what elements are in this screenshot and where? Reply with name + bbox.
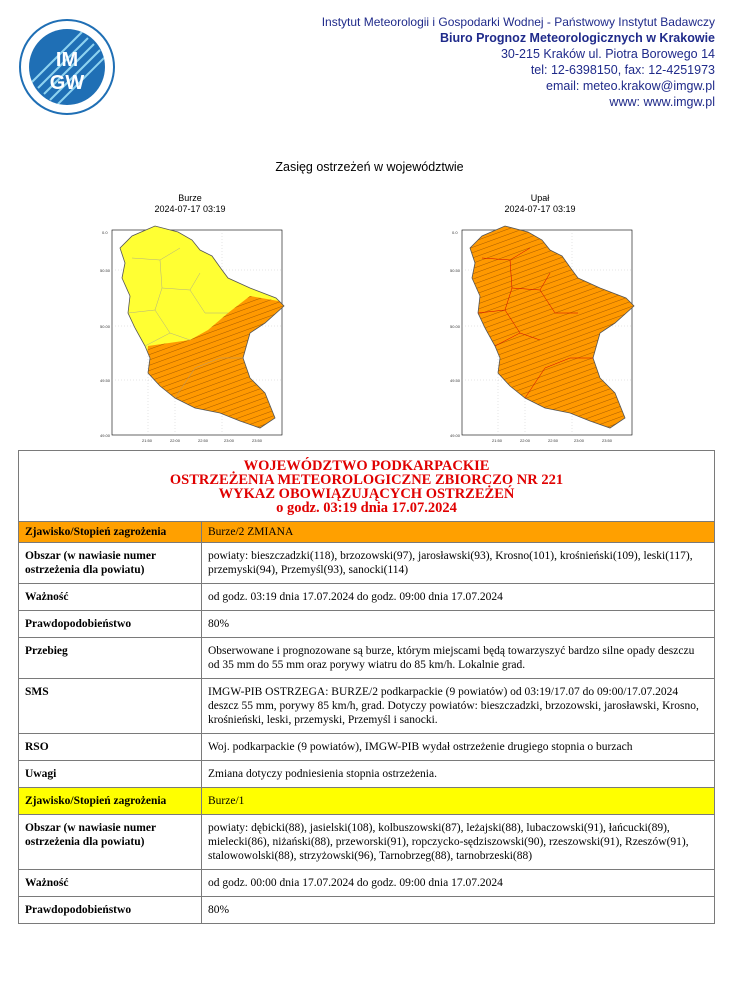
table-row <box>19 761 715 788</box>
x-tick: 23:50 <box>252 438 263 443</box>
area-label: Obszar (w nawiasie numer ostrzeżenia dla powiatu) <box>19 815 202 870</box>
validity-value: od godz. 03:19 dnia 17.07.2024 do godz. 09:00 dnia 17.07.2024 <box>202 584 715 611</box>
logo-text-top: IM <box>55 49 79 71</box>
email[interactable]: email: meteo.krakow@imgw.pl <box>546 79 715 93</box>
x-tick: 23:00 <box>224 438 235 443</box>
table-row <box>19 584 715 611</box>
y-tick: 49.50 <box>100 378 111 383</box>
x-tick: 23:50 <box>602 438 613 443</box>
y-tick: 50.50 <box>100 268 111 273</box>
validity-value: od godz. 00:00 dnia 17.07.2024 do godz. 09:00 dnia 17.07.2024 <box>202 870 715 897</box>
address: 30-215 Kraków ul. Piotra Borowego 14 <box>500 47 715 61</box>
website[interactable]: www: www.imgw.pl <box>609 95 715 109</box>
x-tick: 22:50 <box>198 438 209 443</box>
map-caption-right <box>440 193 640 215</box>
map-left-date: 2024-07-17 03:19 <box>154 204 226 214</box>
validity-label: Ważność <box>19 870 202 897</box>
map-right-name: Upał <box>530 193 550 203</box>
phenomenon-label: Zjawisko/Stopień zagrożenia <box>19 522 202 543</box>
table-row <box>19 611 715 638</box>
logo-text-bottom: GW <box>49 72 85 94</box>
area-value: powiaty: bieszczadzki(118), brzozowski(97), jarosławski(93), Krosno(101), krośnieński(109), leski(117), przemyski(94), Przemyśl(93), sanocki(114) <box>202 543 715 584</box>
map-left-name: Burze <box>178 193 202 203</box>
probability-label: Prawdopodobieństwo <box>19 611 202 638</box>
x-tick: 21:50 <box>142 438 153 443</box>
table-row <box>19 679 715 734</box>
bureau-name: Biuro Prognoz Meteorologicznych w Krakowie <box>439 31 715 45</box>
notes-value: Zmiana dotyczy podniesienia stopnia ostrzeżenia. <box>202 761 715 788</box>
x-tick: 22:00 <box>170 438 181 443</box>
phenomenon-label: Zjawisko/Stopień zagrożenia <box>19 788 202 815</box>
institute-name: Instytut Meteorologii i Gospodarki Wodnej - Państwowy Instytut Badawczy <box>321 15 715 29</box>
map-heat <box>450 218 650 443</box>
maps-title: Zasięg ostrzeżeń w województwie <box>275 160 464 174</box>
rso-value: Woj. podkarpackie (9 powiatów), IMGW-PIB wydał ostrzeżenie drugiego stopnia o burzach <box>202 734 715 761</box>
table-row <box>19 870 715 897</box>
probability-value: 80% <box>202 897 715 924</box>
phenomenon-value: Burze/2 ZMIANA <box>202 522 715 543</box>
course-value: Obserwowane i prognozowane są burze, którym miejscami będą towarzyszyć bardzo silne opady deszczu od 35 mm do 55 mm oraz porywy wiatru do 85 km/h. Lokalnie grad. <box>202 638 715 679</box>
table-row <box>19 734 715 761</box>
notes-label: Uwagi <box>19 761 202 788</box>
y-tick: 49.00 <box>450 433 461 438</box>
probability-value: 80% <box>202 611 715 638</box>
x-tick: 21:50 <box>492 438 503 443</box>
phone: tel: 12-6398150, fax: 12-4251973 <box>530 63 715 77</box>
y-tick: 0.0 <box>102 230 108 235</box>
y-tick: 50.50 <box>450 268 461 273</box>
map-caption-left <box>90 193 290 215</box>
table-row <box>19 543 715 584</box>
validity-label: Ważność <box>19 584 202 611</box>
phenomenon-value: Burze/1 <box>202 788 715 815</box>
map-right-date: 2024-07-17 03:19 <box>504 204 576 214</box>
table-row <box>19 522 715 543</box>
probability-label: Prawdopodobieństwo <box>19 897 202 924</box>
x-tick: 22:00 <box>520 438 531 443</box>
y-tick: 49.00 <box>100 433 111 438</box>
rso-label: RSO <box>19 734 202 761</box>
sms-value: IMGW-PIB OSTRZEGA: BURZE/2 podkarpackie (9 powiatów) od 03:19/17.07 do 09:00/17.07.2024 deszcz 55 mm, porywy 85 km/h, grad. Dotyczy powiatów: bieszczadzki, brzozowski, jarosławski, Krosno, krośnieński, leski, przemyski, Przemyśl i sanocki. <box>202 679 715 734</box>
y-tick: 50.00 <box>100 324 111 329</box>
imgw-logo <box>18 18 116 116</box>
y-tick: 49.50 <box>450 378 461 383</box>
warnings-table <box>18 450 715 924</box>
table-row <box>19 638 715 679</box>
area-value: powiaty: dębicki(88), jasielski(108), kolbuszowski(87), leżajski(88), lubaczowski(91), łańcucki(89), mielecki(86), niżański(88), przeworski(91), ropczycko-sędziszowski(90), rzeszowski(91), Rzeszów(91), stalowowolski(88), strzyżowski(96), Tarnobrzeg(88), tarnobrzeski(88) <box>202 815 715 870</box>
institute-header <box>322 14 715 110</box>
title-time: o godz. 03:19 dnia 17.07.2024 <box>276 500 457 516</box>
course-label: Przebieg <box>19 638 202 679</box>
table-row <box>19 815 715 870</box>
title-list: WYKAZ OBOWIĄZUJĄCYCH OSTRZEŻEŃ <box>218 486 515 502</box>
x-tick: 22:50 <box>548 438 559 443</box>
area-label: Obszar (w nawiasie numer ostrzeżenia dla powiatu) <box>19 543 202 584</box>
warnings-title <box>19 451 715 522</box>
table-row <box>19 897 715 924</box>
title-voivodeship: WOJEWÓDZTWO PODKARPACKIE <box>243 458 490 474</box>
x-tick: 23:00 <box>574 438 585 443</box>
y-tick: 50.00 <box>450 324 461 329</box>
title-summary: OSTRZEŻENIA METEOROLOGICZNE ZBIORCZO NR 221 <box>169 472 564 488</box>
y-tick: 0.0 <box>452 230 458 235</box>
sms-label: SMS <box>19 679 202 734</box>
table-row <box>19 788 715 815</box>
map-storms <box>100 218 300 443</box>
